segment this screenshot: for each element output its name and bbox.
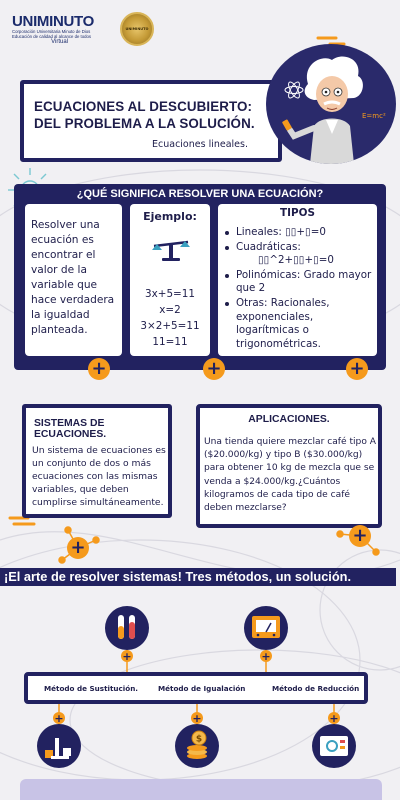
monitor-icon xyxy=(312,724,356,768)
monitor-icon-circle xyxy=(312,724,356,768)
einstein-illustration xyxy=(266,44,396,164)
method-substitution-label[interactable]: Método de Sustitución. xyxy=(44,684,139,693)
method-reduction-label[interactable]: Método de Reducción xyxy=(272,684,360,693)
expand-equalization-button[interactable]: + xyxy=(192,711,202,725)
microscope-icon xyxy=(37,724,81,768)
types-title: TIPOS xyxy=(280,207,315,219)
page-title xyxy=(34,98,279,132)
seal-text: UNIMINUTO xyxy=(125,27,149,31)
logo-subtitle-1: Corporación Universitaria Minuto de Dios xyxy=(12,29,91,34)
svg-text:$: $ xyxy=(195,734,203,745)
definition-card xyxy=(25,204,122,356)
definition-text: Resolver una ecuación es encontrar el valor de la variable que hace verdadera la igualdad planteada. xyxy=(31,219,115,336)
expand-systems-button[interactable]: + xyxy=(67,537,89,559)
title-card xyxy=(20,80,282,162)
formula-text: E=mc² xyxy=(362,112,386,120)
title-line-1: ECUACIONES AL DESCUBIERTO: xyxy=(34,99,253,114)
methods-bar xyxy=(24,672,368,704)
example-title: Ejemplo: xyxy=(143,210,197,223)
expand-reduction-button[interactable]: + xyxy=(329,711,339,725)
page-subtitle: Ecuaciones lineales. xyxy=(152,139,248,150)
applications-title: APLICACIONES. xyxy=(248,414,330,425)
expand-applications-button[interactable]: + xyxy=(349,525,371,547)
test-tubes-icon xyxy=(105,606,149,650)
expand-substitution-button[interactable]: + xyxy=(54,711,64,725)
title-line-2: DEL PROBLEMA A LA SOLUCIÓN. xyxy=(34,116,255,131)
example-card xyxy=(130,204,210,356)
systems-card xyxy=(22,404,172,518)
example-line-3: 3×2+5=11 xyxy=(140,320,200,332)
logo-subtitle-2: Educación de calidad al alcance de todos xyxy=(12,34,92,39)
einstein-icon xyxy=(266,44,396,164)
balance-scale-icon xyxy=(152,240,190,262)
types-card xyxy=(218,204,377,356)
microscope-icon-circle xyxy=(37,724,81,768)
uniminuto-logo[interactable] xyxy=(12,14,130,46)
coins-icon-circle xyxy=(175,724,219,768)
type-item-polynomial: Polinómicas: Grado mayor que 2 xyxy=(224,269,376,296)
expand-test-tubes-button[interactable]: + xyxy=(122,649,132,663)
methods-banner: ¡El arte de resolver sistemas! Tres métodos, un solución. xyxy=(0,568,396,586)
types-list xyxy=(224,226,376,352)
example-line-1: 3x+5=11 xyxy=(144,288,195,300)
expand-example-button[interactable]: + xyxy=(203,358,225,380)
gauge-icon-circle xyxy=(244,606,288,650)
logo-virtual: Virtual xyxy=(51,39,68,45)
example-line-2: x=2 xyxy=(159,304,181,316)
test-tubes-icon-circle xyxy=(105,606,149,650)
gauge-icon xyxy=(244,606,288,650)
example-line-4: 11=11 xyxy=(152,336,188,348)
type-item-quadratic: Cuadráticas: ▯▯^2+▯▯+▯=0 xyxy=(224,241,376,268)
type-item-other: Otras: Racionales, exponenciales, logarítmicas o trigonométricas. xyxy=(224,297,376,351)
section-meaning xyxy=(14,184,386,370)
footer-panel xyxy=(20,779,382,800)
method-equalization-label[interactable]: Método de Igualación xyxy=(158,684,246,693)
type-item-linear: Lineales: ▯▯+▯=0 xyxy=(224,226,376,240)
applications-card xyxy=(196,404,382,528)
atom-icon xyxy=(285,80,303,99)
systems-text: Un sistema de ecuaciones es un conjunto de dos o más ecuaciones con las mismas variables, que deben cumplirse simultáneamente. xyxy=(32,445,166,508)
expand-types-button[interactable]: + xyxy=(346,358,368,380)
university-seal-icon xyxy=(120,12,154,46)
logo-name: UNIMINUTO xyxy=(12,13,95,30)
section-meaning-title: ¿QUÉ SIGNIFICA RESOLVER UNA ECUACIÓN? xyxy=(76,188,324,200)
expand-gauge-button[interactable]: + xyxy=(261,649,271,663)
expand-definition-button[interactable]: + xyxy=(88,358,110,380)
coins-icon xyxy=(175,724,219,768)
applications-text: Una tienda quiere mezclar café tipo A ($20.000/kg) y tipo B ($30.000/kg) para obtener 10 kg de mezcla que se venda a $24.000/kg.¿Cuántos kilogramos de cada tipo de café deben mezclarse? xyxy=(204,437,377,514)
systems-title: SISTEMAS DE ECUACIONES. xyxy=(34,418,107,440)
